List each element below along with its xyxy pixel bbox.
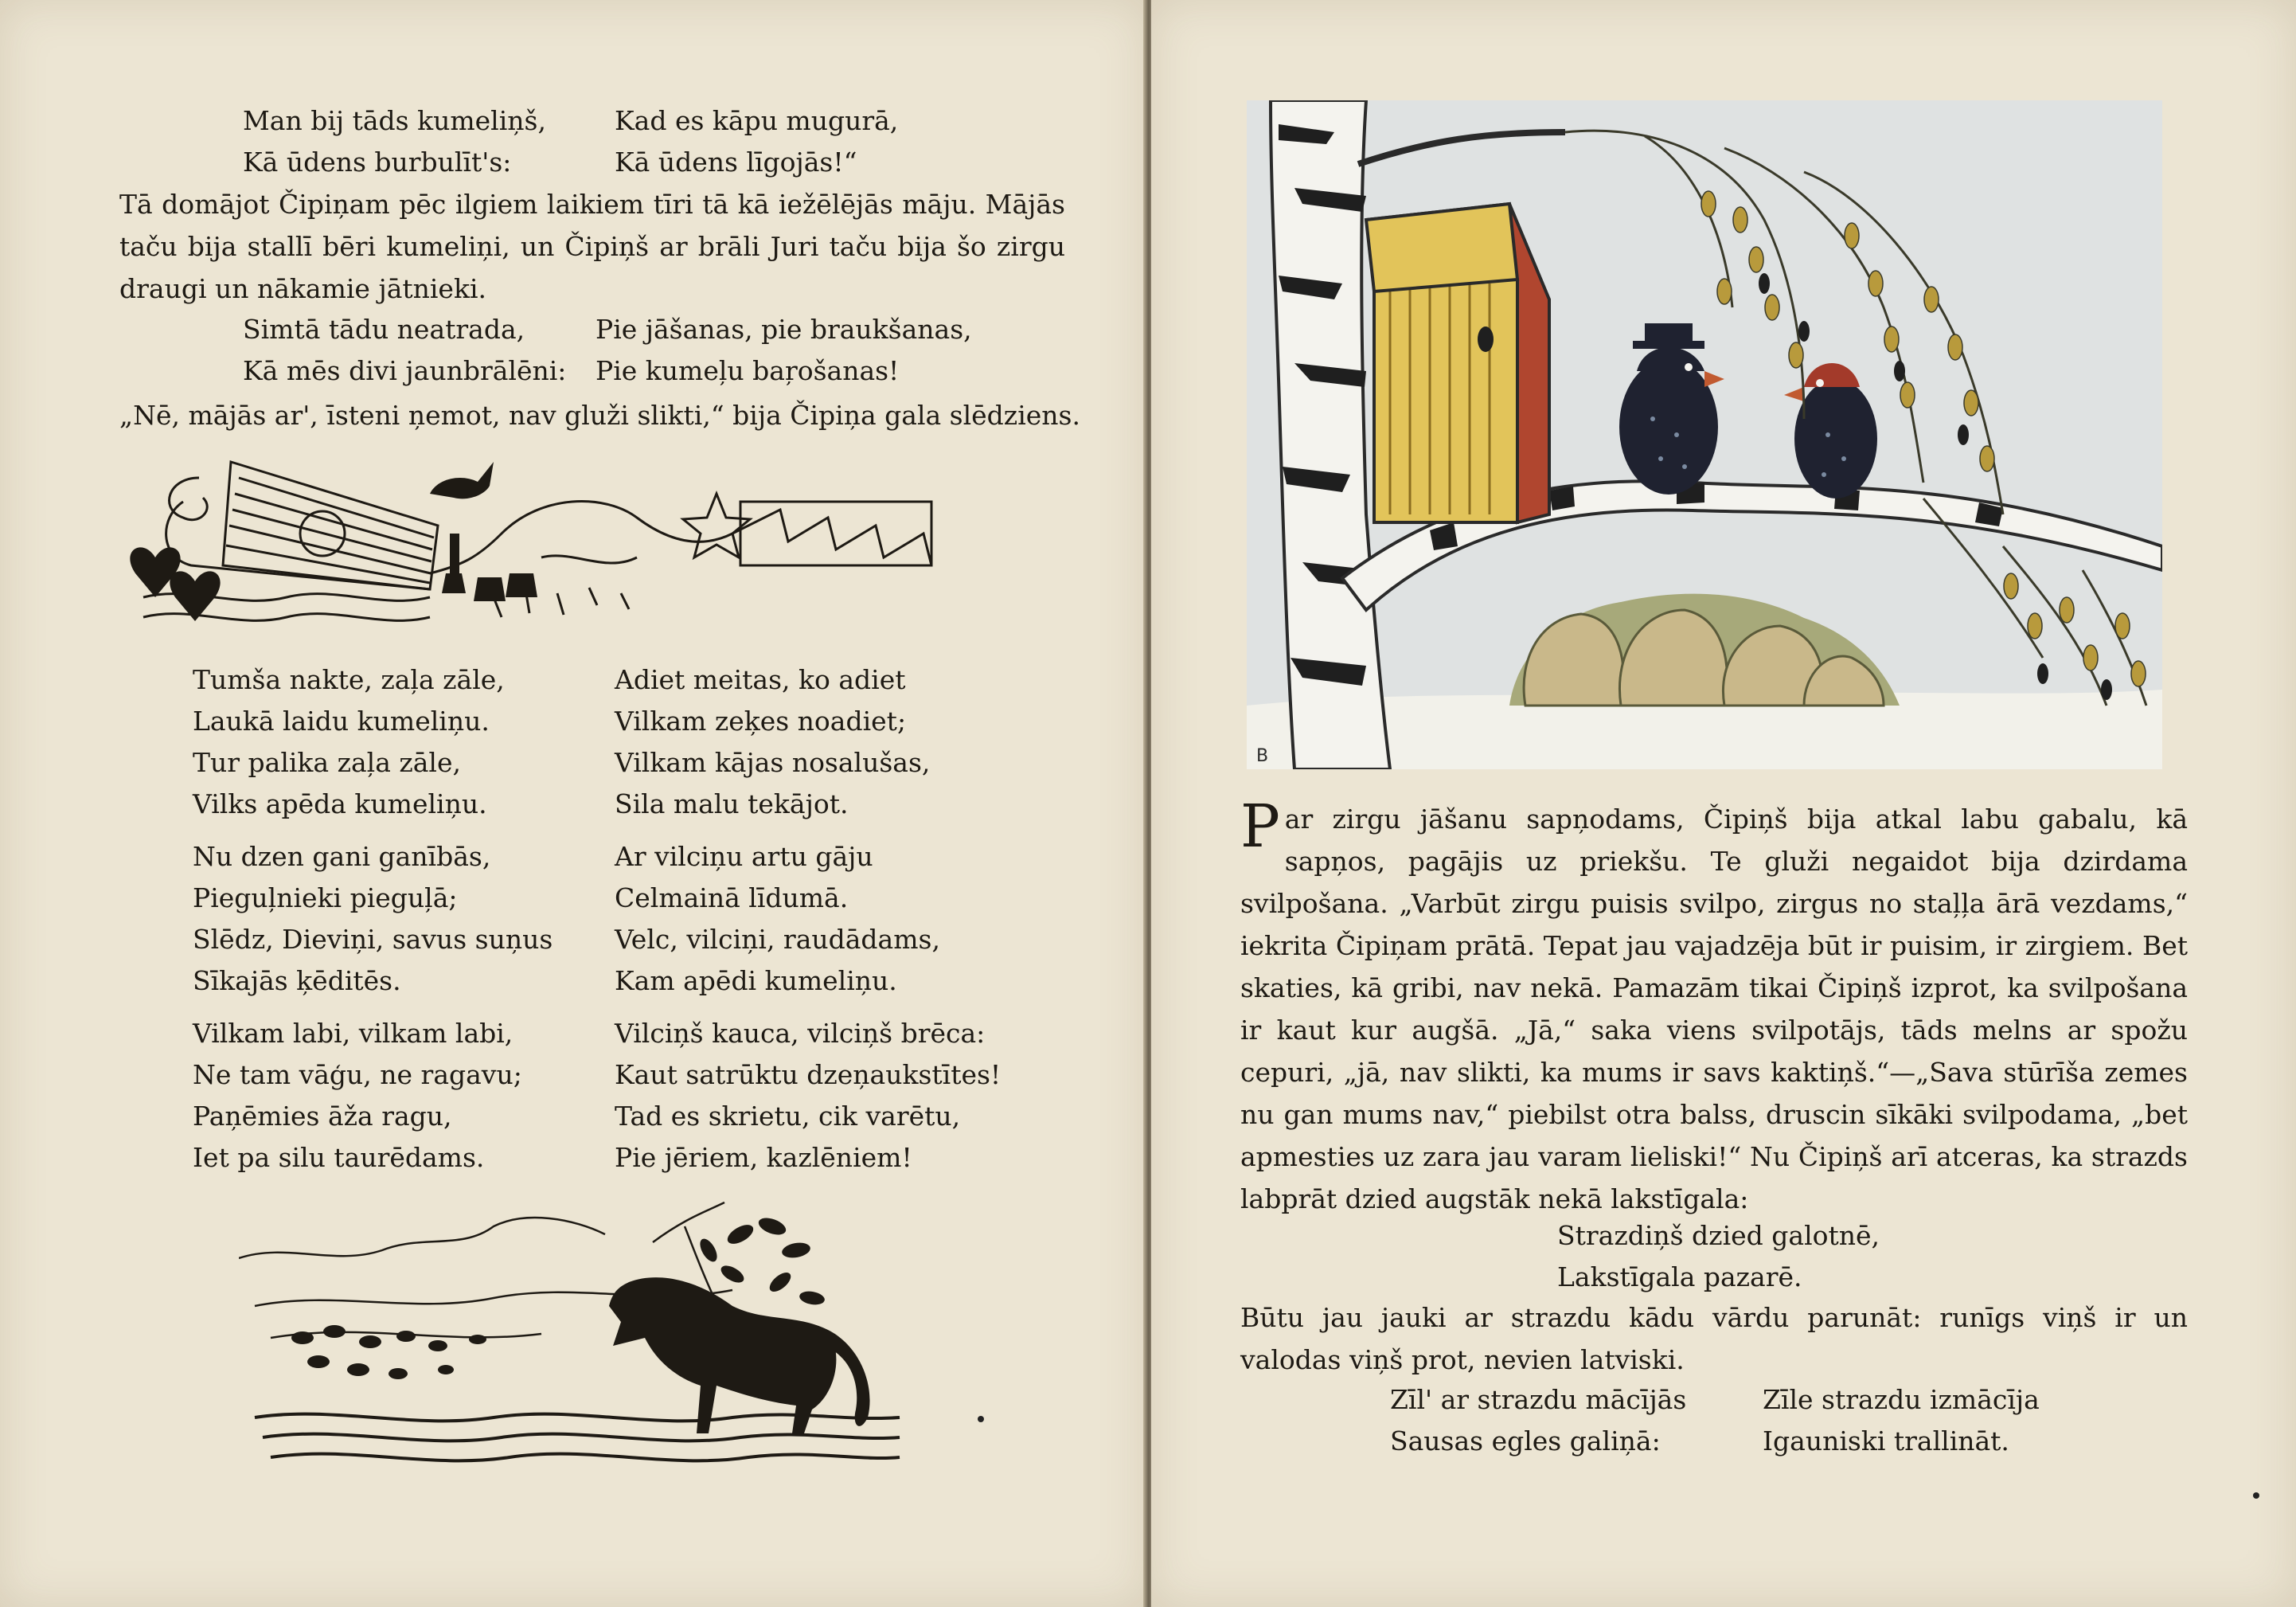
song-line: Paņēmies āža ragu,: [193, 1101, 452, 1132]
song-line: Ar vilciņu artu gāju: [615, 841, 873, 872]
song-line: Tad es skrietu, cik varētu,: [615, 1101, 961, 1132]
song-line: Celmainā līdumā.: [615, 882, 849, 913]
right-page: [1151, 0, 2296, 1607]
verse2-left-column: [243, 309, 566, 392]
right-verse1: [1557, 1215, 1880, 1298]
right-prose-1: Par zirgu jāšanu sapņodams, Čipiņš bija atkal labu gabalu, kā sapņos, pagājis uz priekšu. Te gluži negaidot bija dzirdama svilpošana. „Varbūt zirgu puisis svilpo, zirgus no staļļa ārā vezdams,“ iekrita Čipiņam prātā. Tepat jau vajadzēja būt ir puisim, ir zirgiem. Bet skaties, kā gribi, nav nekā. Pamazām tikai Čipiņš izprot, ka svilpošana ir kaut kur augšā. „Jā,“ saka viens svilpotājs, tāds melns ar spožu cepuri, „jā, nav slikti, ka mums ir savs kaktiņš.“—„Sava stūrīša zemes nu gan mums nav,“ piebilst otra balss, druscin sīkāki svilpodama, „bet apmesties uz zara jau varam lieliski!“ Nu Čipiņš arī atceras, ka strazds labprāt dzied augstāk nekā lakstīgala:: [1240, 792, 2188, 1214]
song-line: Iet pa silu taurēdams.: [193, 1142, 485, 1173]
song-line: Vilkam labi, vilkam labi,: [193, 1018, 513, 1049]
verse-line: Zīle strazdu izmācīja: [1763, 1384, 2040, 1415]
print-dot: [2253, 1492, 2259, 1499]
starlings-birdhouse-illustration: [1247, 100, 2162, 769]
song-right-column: [615, 659, 1001, 1179]
verse1-right-column: [615, 100, 898, 183]
song-line: Kam apēdi kumeliņu.: [615, 965, 897, 996]
verse-line: Simtā tādu neatrada,: [243, 314, 525, 345]
verse-line: Kā mēs divi jaunbrālēni:: [243, 355, 567, 386]
song-line: Ne tam vāģu, ne ragavu;: [193, 1059, 522, 1090]
song-line: Nu dzen gani ganībās,: [193, 841, 491, 872]
verse1-left-column: [243, 100, 546, 183]
song-line: Velc, vilciņi, raudādams,: [615, 924, 940, 955]
verse-line: Pie kumeļu baŗošanas!: [595, 355, 900, 386]
song-left-column: [193, 659, 553, 1179]
left-page: [0, 0, 1146, 1607]
song-line: Vilks apēda kumeliņu.: [193, 788, 487, 819]
song-line: Adiet meitas, ko adiet: [615, 664, 906, 695]
verse-line: Sausas egles galiņā:: [1390, 1425, 1661, 1456]
left-prose-1: Tā domājot Čipiņam pēc ilgiem laikiem tīri tā kā iežēlējās māju. Mājās taču bija stallī bēri kumeliņi, un Čipiņš ar brāli Juri taču bija šo zirgu draugi un nākamie jātnieki.: [119, 189, 1065, 304]
song-line: Tumša nakte, zaļa zāle,: [193, 664, 505, 695]
ornament-vignette: [127, 446, 1067, 637]
song-line: Tur palika zaļa zāle,: [193, 747, 462, 778]
verse2-right-column: [595, 309, 972, 392]
song-line: Vilkam kājas nosalušas,: [615, 747, 931, 778]
song-line: Pieguļnieki pieguļā;: [193, 882, 458, 913]
verse-line: Strazdiņš dzied galotnē,: [1557, 1220, 1880, 1251]
song-line: Sila malu tekājot.: [615, 788, 849, 819]
right-verse2-left-column: [1390, 1379, 1686, 1462]
verse-line: Man bij tāds kumeliņš,: [243, 105, 546, 136]
song-line: Vilciņš kauca, vilciņš brēca:: [615, 1018, 986, 1049]
verse-line: Zīl' ar strazdu mācījās: [1390, 1384, 1687, 1415]
wolf-illustration: [239, 1194, 939, 1473]
verse-line: Igauniski trallināt.: [1763, 1425, 2009, 1456]
song-line: Kaut satrūktu dzeņaukstītes!: [615, 1059, 1002, 1090]
right-verse2-right-column: [1763, 1379, 2040, 1462]
print-dot: [978, 1416, 984, 1422]
verse-line: Pie jāšanas, pie braukšanas,: [595, 314, 972, 345]
song-line: Pie jēriem, kazlēniem!: [615, 1142, 912, 1173]
right-prose-2: Būtu jau jauki ar strazdu kādu vārdu parunāt: runīgs viņš ir un valodas viņš prot, nevien latviski.: [1240, 1302, 2188, 1375]
song-line: Laukā laidu kumeliņu.: [193, 706, 490, 737]
left-prose-2: „Nē, mājās ar', īsteni ņemot, nav gluži slikti,“ bija Čipiņa gala slēdziens.: [119, 400, 1080, 431]
illustrator-signature: B: [1256, 746, 1269, 766]
verse-line: Kā ūdens burbulīt's:: [243, 147, 512, 178]
verse-line: Kā ūdens līgojās!“: [615, 147, 857, 178]
drop-cap: P: [1240, 792, 1280, 861]
song-line: Vilkam zeķes noadiet;: [615, 706, 907, 737]
verse-line: Kad es kāpu mugurā,: [615, 105, 899, 136]
verse-line: Lakstīgala pazarē.: [1557, 1261, 1802, 1292]
song-line: Sīkajās ķēditēs.: [193, 965, 401, 996]
song-line: Slēdz, Dieviņi, savus suņus: [193, 924, 553, 955]
